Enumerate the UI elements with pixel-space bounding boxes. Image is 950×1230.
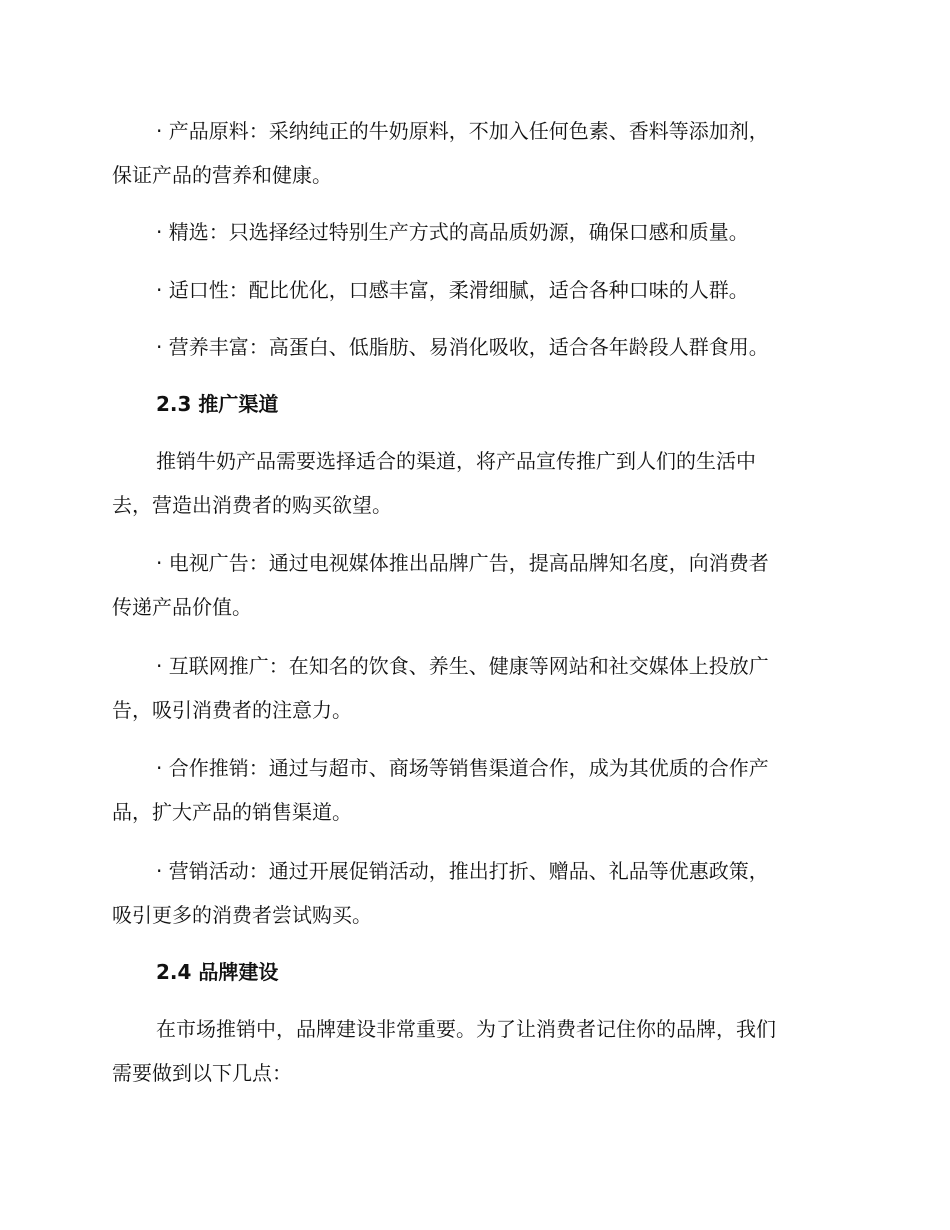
bullet-selection-line: · 精选：只选择经过特别生产方式的高品质奶源，确保口感和质量。 <box>156 220 749 244</box>
bullet-partnership-line-1: · 合作推销：通过与超市、商场等销售渠道合作，成为其优质的合作产 <box>156 756 769 780</box>
bullet-product-materials-line-2: 保证产品的营养和健康。 <box>112 163 332 187</box>
section-2-4-heading: 2.4 品牌建设 <box>156 960 279 984</box>
bullet-tv-ads-line-1: · 电视广告：通过电视媒体推出品牌广告，提高品牌知名度，向消费者 <box>156 551 769 575</box>
brand-intro-line-2: 需要做到以下几点： <box>112 1061 292 1085</box>
bullet-internet-line-1: · 互联网推广：在知名的饮食、养生、健康等网站和社交媒体上投放广 <box>156 654 769 678</box>
bullet-palatability-line: · 适口性：配比优化，口感丰富，柔滑细腻，适合各种口味的人群。 <box>156 278 749 302</box>
section-2-3-heading: 2.3 推广渠道 <box>156 392 279 416</box>
bullet-tv-ads-line-2: 传递产品价值。 <box>112 595 252 619</box>
bullet-marketing-events-line-1: · 营销活动：通过开展促销活动，推出打折、赠品、礼品等优惠政策， <box>156 859 769 883</box>
brand-intro-line-1: 在市场推销中，品牌建设非常重要。为了让消费者记住你的品牌，我们 <box>156 1017 776 1041</box>
bullet-internet-line-2: 告，吸引消费者的注意力。 <box>112 698 352 722</box>
bullet-marketing-events-line-2: 吸引更多的消费者尝试购买。 <box>112 903 372 927</box>
channels-intro-line-2: 去，营造出消费者的购买欲望。 <box>112 493 392 517</box>
bullet-partnership-line-2: 品，扩大产品的销售渠道。 <box>112 800 352 824</box>
channels-intro-line-1: 推销牛奶产品需要选择适合的渠道，将产品宣传推广到人们的生活中 <box>156 449 756 473</box>
bullet-nutrition-line: · 营养丰富：高蛋白、低脂肪、易消化吸收，适合各年龄段人群食用。 <box>156 335 769 359</box>
bullet-product-materials-line-1: · 产品原料：采纳纯正的牛奶原料，不加入任何色素、香料等添加剂， <box>156 119 769 143</box>
